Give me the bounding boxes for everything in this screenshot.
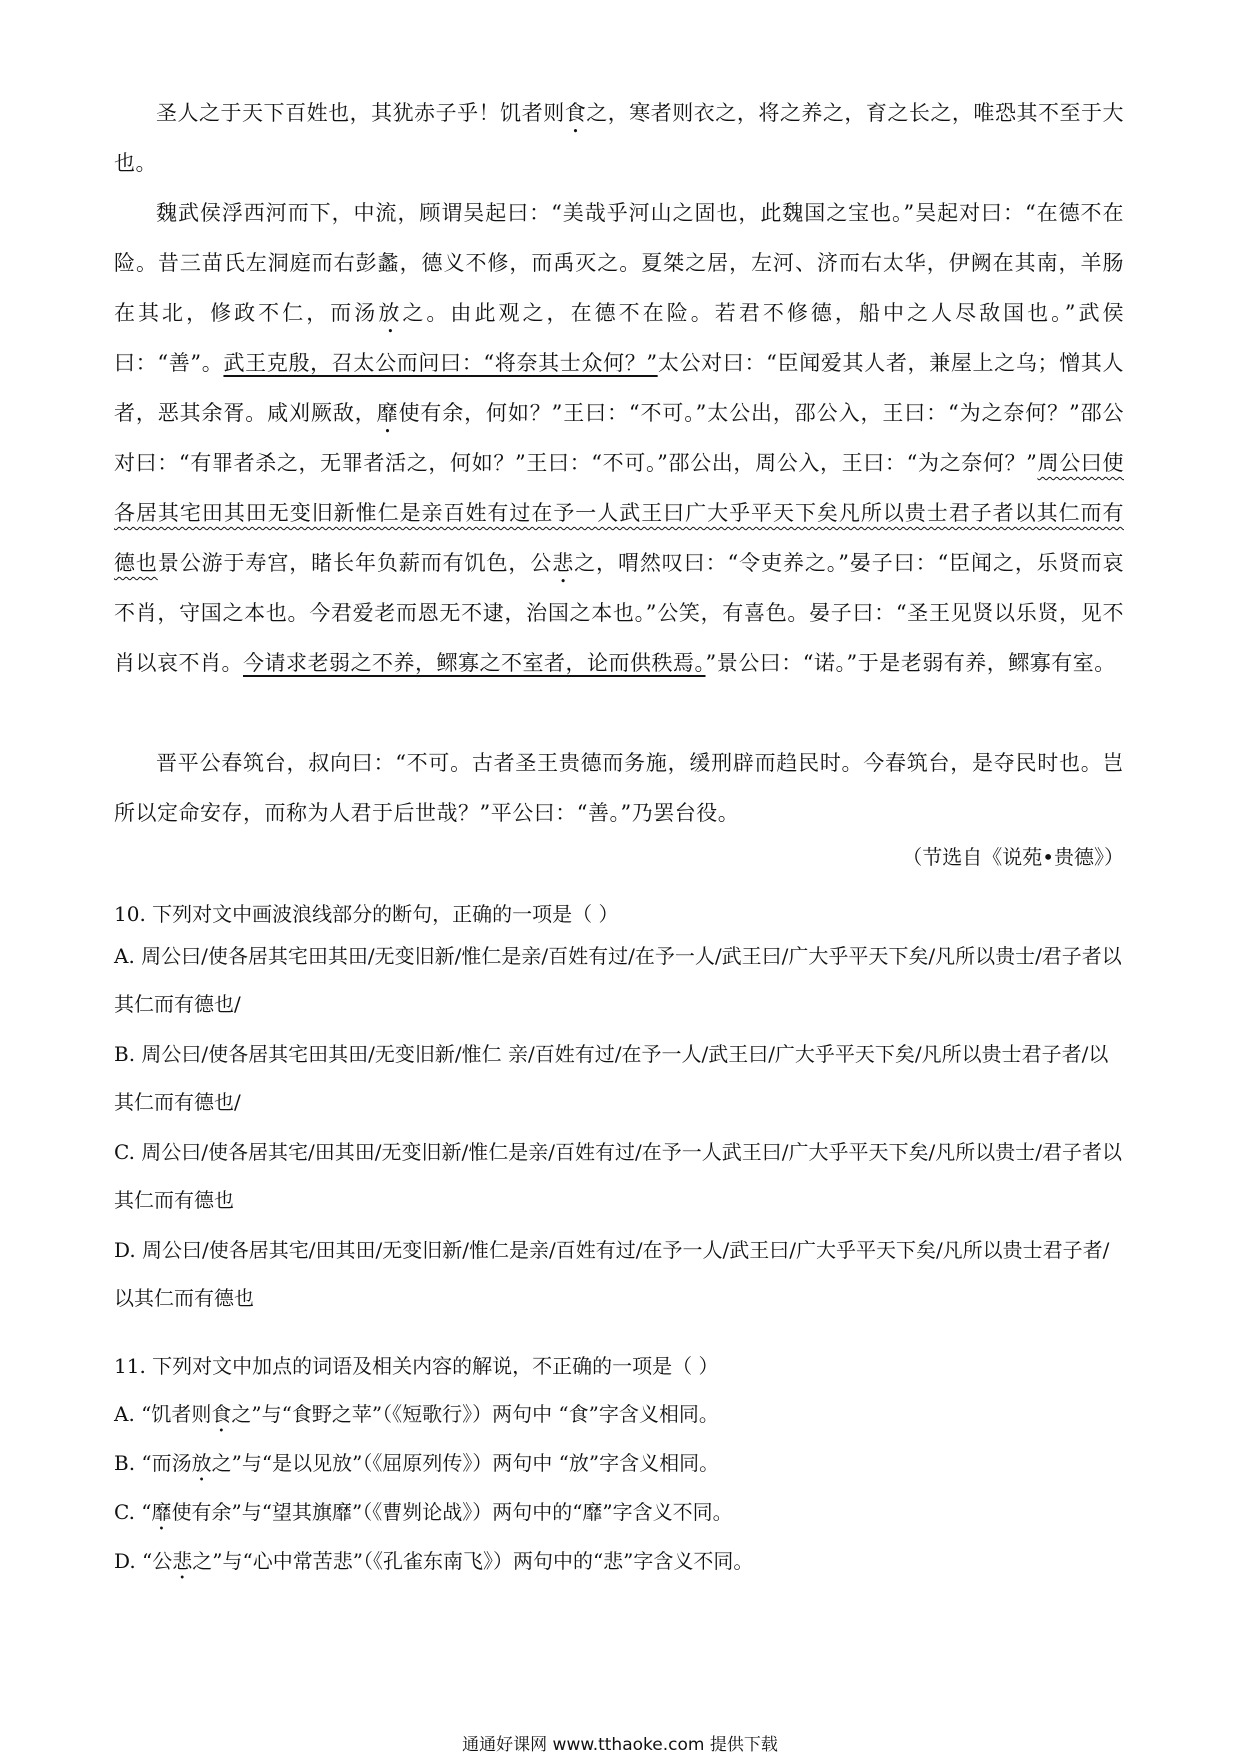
passage-paragraph-3: 晋平公春筑台，叔向曰：“不可。古者圣王贵德而务施，缓刑辟而趋民时。今春筑台，是夺民时也。岂所以定命安存，而称为人君于后世哉？”平公曰：“善。”乃罢台役。 <box>114 751 1124 825</box>
wavy-underlined-passage: 周公曰使各居其宅田其田无变旧新惟仁是亲百姓有过在予一人武王曰广大乎平天下矣凡所以贵士君子者以其仁而有德也 <box>114 451 1124 575</box>
text-span: 景公游于寿宫，睹长年负薪而有饥色，公 <box>157 551 553 575</box>
text-span: 使有余，何如？”王曰：“不可。”太公出，邵公入，王曰：“为之奈何？”邵公对曰：“有罪者杀之，无罪者活之，何如？”王曰：“不可。”邵公出，周公入，王曰：“为之奈何？” <box>114 401 1124 475</box>
dotted-word: 放 <box>191 1451 212 1475</box>
question-11-option-d <box>114 1545 1124 1584</box>
text-span: 之，寒者则衣之，将之养之，育之长之，唯恐其不至于大也。 <box>114 101 1125 175</box>
text-span: B. “而汤 <box>114 1451 192 1475</box>
text-span: D. “公 <box>114 1549 173 1573</box>
passage-source: （节选自《说苑•贵德》） <box>902 845 1124 869</box>
text-span: C. “ <box>114 1500 152 1524</box>
text-span: 之”与“食野之苹”（《短歌行》）两句中 “食”字含义相同。 <box>231 1402 719 1426</box>
text-span: 圣人之于天下百姓也，其犹赤子乎！饥者则 <box>156 101 565 125</box>
passage-paragraph-1 <box>114 88 1124 188</box>
dotted-word: 靡 <box>151 1500 172 1524</box>
text-span: 之。由此观之，在德不在险。若君不修德，船中之人尽敌国也。”武侯曰：“善”。 <box>114 301 1125 375</box>
dotted-word-mi: 靡 <box>376 401 399 425</box>
question-11-option-a <box>114 1398 1124 1437</box>
question-10-option-d: D. 周公曰/使各居其宅/田其田/无变旧新/惟仁是亲/百姓有过/在予一人/武王曰/广大乎平天下矣/凡所以贵士君子者/以其仁而有德也 <box>114 1238 1110 1310</box>
question-11-stem: 11. 下列对文中加点的词语及相关内容的解说，不正确的一项是（ ） <box>114 1354 719 1378</box>
dotted-word-shi: 食 <box>564 101 587 125</box>
text-span: 魏武侯浮西河而下，中流，顾谓吴起曰：“美哉乎河山之固也，此魏国之宝也。”吴起对曰：“在德不在险。昔三苗氏左洞庭而右彭蠡，德义不修，而禹灭之。夏桀之居，左河、济而右太华，伊阙在其南，羊肠在其北，修政不仁，而汤 <box>114 201 1124 325</box>
text-span: 之，喟然叹曰：“令吏养之。”晏子曰：“臣闻之，乐贤而哀不肖，守国之本也。今君爱老而恩无不逮，治国之本也。”公笑，有喜色。晏子曰：“圣王见贤以乐贤，见不肖以哀不肖。 <box>114 551 1125 675</box>
question-10-option-c: C. 周公曰/使各居其宅/田其田/无变旧新/惟仁是亲/百姓有过/在予一人武王曰/广大乎平天下矣/凡所以贵士/君子者以其仁而有德也 <box>114 1140 1122 1212</box>
dotted-word-bei: 悲 <box>552 551 575 575</box>
text-span: 使有余”与“望其旗靡”（《曹刿论战》）两句中的“靡”字含义不同。 <box>171 1500 733 1524</box>
question-11-option-b <box>114 1447 1124 1486</box>
text-span: 太公对曰：“臣闻爱其人者，兼屋上之乌；憎其人者，恶其余胥。咸刈厥敌， <box>114 351 1124 425</box>
footer-download-text: 通通好课网 www.tthaoke.com 提供下载 <box>462 1735 778 1755</box>
text-span: 之”与“是以见放”（《屈原列传》）两句中 “放”字含义相同。 <box>211 1451 720 1475</box>
question-10-option-a: A. 周公曰/使各居其宅田其田/无变旧新/惟仁是亲/百姓有过/在予一人/武王曰/广大乎平天下矣/凡所以贵士/君子者以其仁而有德也/ <box>114 944 1122 1016</box>
text-span: 之”与“心中常苦悲”（《孔雀东南飞》）两句中的“悲”字含义不同。 <box>192 1549 754 1573</box>
dotted-word: 悲 <box>172 1549 193 1573</box>
dotted-word-fang: 放 <box>378 301 403 325</box>
passage-paragraph-2 <box>114 188 1124 688</box>
text-span: ”景公曰：“诺。”于是老弱有养，鳏寡有室。 <box>705 651 1116 675</box>
question-10-option-b: B. 周公曰/使各居其宅田其田/无变旧新/惟仁 亲/百姓有过/在予一人/武王曰/广大乎平天下矣/凡所以贵士君子者/以其仁而有德也/ <box>114 1042 1109 1114</box>
question-11-option-c <box>114 1496 1124 1535</box>
dotted-word: 食 <box>211 1402 232 1426</box>
question-10-stem: 10. 下列对文中画波浪线部分的断句，正确的一项是（ ） <box>114 902 619 926</box>
underlined-sentence-2: 今请求老弱之不养，鳏寡之不室者，论而供秩焉。 <box>243 651 706 675</box>
text-span: A. “饥者则 <box>114 1402 212 1426</box>
underlined-sentence-1: 武王克殷，召太公而问曰：“将奈其士众何？” <box>223 351 658 375</box>
